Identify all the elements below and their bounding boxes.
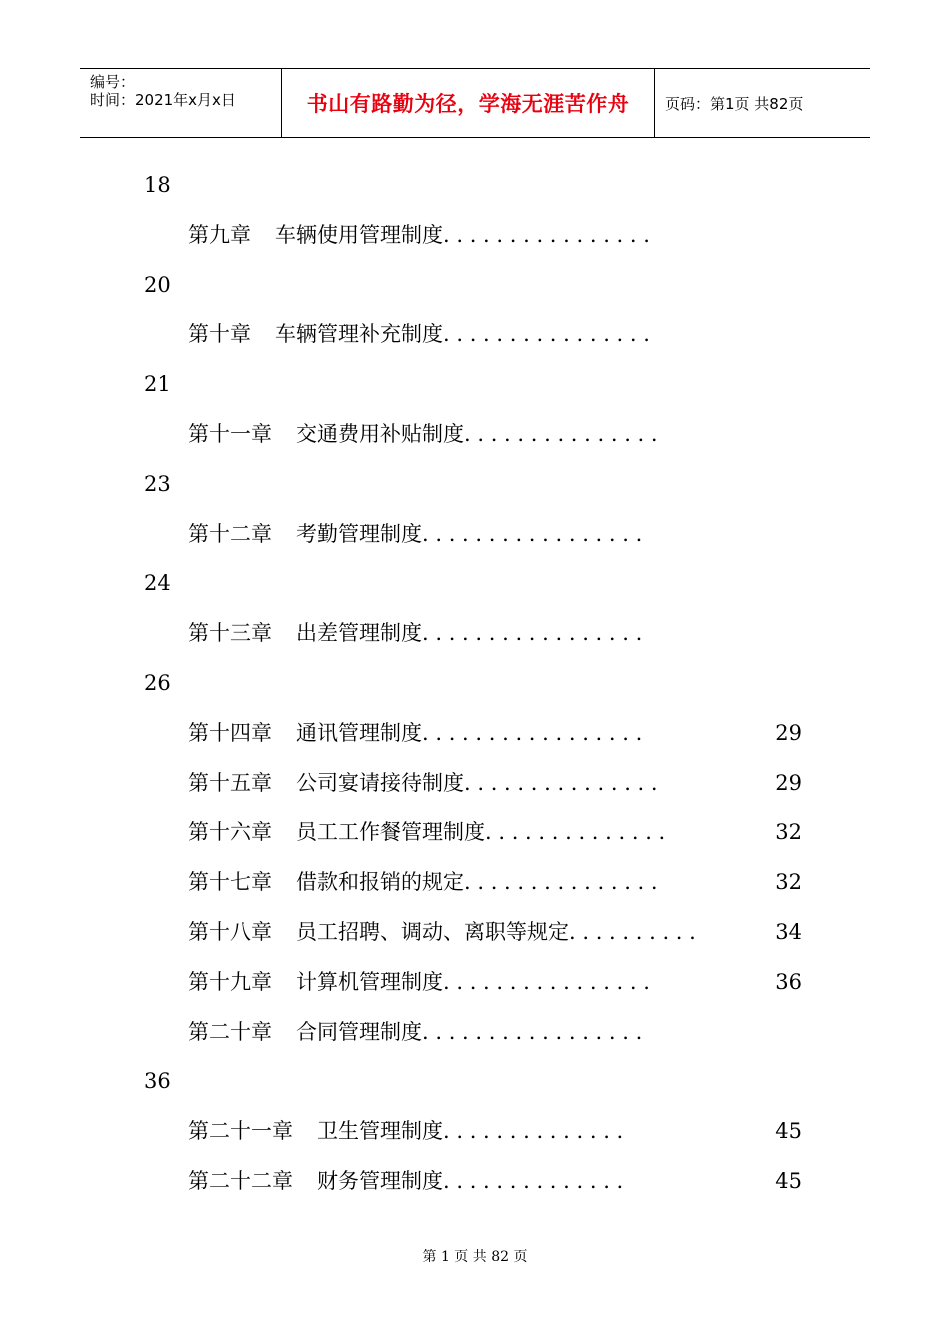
toc-chapter: 第十二章 <box>188 522 272 546</box>
toc-title: 计算机管理制度 <box>296 970 443 994</box>
toc-page-number: 24 <box>144 571 171 595</box>
toc-title: 公司宴请接待制度 <box>296 771 464 795</box>
toc-chapter: 第十三章 <box>188 621 272 645</box>
toc-leader-dots: . . . . . . . . . . . . . . . . . <box>422 522 643 546</box>
toc-page-number: 20 <box>144 273 171 297</box>
toc-title: 通讯管理制度 <box>296 721 422 745</box>
toc-leader-dots: . . . . . . . . . . . . . . . . . <box>422 1020 643 1044</box>
toc-entry-page: 36 <box>775 970 802 994</box>
toc-chapter: 第十六章 <box>188 820 272 844</box>
time-label: 时间：2021年x月x日 <box>90 91 236 109</box>
toc-entry-page: 45 <box>775 1169 802 1193</box>
toc-entry <box>188 521 642 547</box>
toc-title: 车辆管理补充制度 <box>275 322 443 346</box>
toc-page-number: 21 <box>144 372 171 396</box>
header-motto: 书山有路勤为径，学海无涯苦作舟 <box>306 91 630 116</box>
header-page-info: 页码：第1页 共82页 <box>665 94 804 113</box>
toc-page-number: 36 <box>144 1069 171 1093</box>
toc-leader-dots: . . . . . . . . . . . . . . . . <box>443 970 650 994</box>
toc-chapter: 第十一章 <box>188 422 272 446</box>
toc-title: 员工招聘、调动、离职等规定 <box>296 920 569 944</box>
toc-title: 合同管理制度 <box>296 1020 422 1044</box>
toc-entry <box>188 969 650 995</box>
toc-chapter: 第十七章 <box>188 870 272 894</box>
toc-leader-dots: . . . . . . . . . . . . . . <box>443 1119 624 1143</box>
toc-entry <box>188 720 642 746</box>
toc-title: 借款和报销的规定 <box>296 870 464 894</box>
toc-entry <box>188 869 658 895</box>
toc-leader-dots: . . . . . . . . . . . . . . <box>443 1169 624 1193</box>
toc-chapter: 第十四章 <box>188 721 272 745</box>
toc-leader-dots: . . . . . . . . . . . . . . . <box>464 870 658 894</box>
toc-title: 车辆使用管理制度 <box>275 223 443 247</box>
toc-page-number: 26 <box>144 671 171 695</box>
toc-entry <box>188 1118 623 1144</box>
page-header <box>80 68 870 138</box>
toc-leader-dots: . . . . . . . . . . . . . . . . <box>443 322 650 346</box>
toc-entry-page: 34 <box>775 920 802 944</box>
toc-title: 卫生管理制度 <box>317 1119 443 1143</box>
toc-chapter: 第九章 <box>188 223 251 247</box>
toc-entry-page: 45 <box>775 1119 802 1143</box>
toc-entry-page: 32 <box>775 870 802 894</box>
toc-page-number: 23 <box>144 472 171 496</box>
header-motto-cell <box>282 69 655 137</box>
toc-chapter: 第十章 <box>188 322 251 346</box>
toc-title: 财务管理制度 <box>317 1169 443 1193</box>
toc-entry <box>188 421 658 447</box>
toc-entry <box>188 321 650 347</box>
toc-entry-page: 29 <box>775 771 802 795</box>
toc-chapter: 第二十一章 <box>188 1119 293 1143</box>
header-meta <box>80 69 282 137</box>
toc-page-number: 18 <box>144 173 171 197</box>
toc-entry <box>188 1168 623 1194</box>
toc-title: 交通费用补贴制度 <box>296 422 464 446</box>
toc-chapter: 第十八章 <box>188 920 272 944</box>
toc-entry-page: 29 <box>775 721 802 745</box>
toc-chapter: 第二十二章 <box>188 1169 293 1193</box>
toc-chapter: 第二十章 <box>188 1020 272 1044</box>
page-footer: 第 1 页 共 82 页 <box>422 1249 528 1265</box>
toc-title: 出差管理制度 <box>296 621 422 645</box>
toc-title: 员工工作餐管理制度 <box>296 820 485 844</box>
toc-chapter: 第十九章 <box>188 970 272 994</box>
number-label: 编号： <box>90 73 136 91</box>
toc-leader-dots: . . . . . . . . . . . . . . . <box>464 422 658 446</box>
toc-leader-dots: . . . . . . . . . . . . . . . . . <box>422 721 643 745</box>
toc-leader-dots: . . . . . . . . . . <box>569 920 696 944</box>
toc-leader-dots: . . . . . . . . . . . . . . . . . <box>422 621 643 645</box>
toc-entry <box>188 770 658 796</box>
toc-leader-dots: . . . . . . . . . . . . . . . <box>464 771 658 795</box>
toc-entry <box>188 819 665 845</box>
toc-leader-dots: . . . . . . . . . . . . . . . . <box>443 223 650 247</box>
toc-title: 考勤管理制度 <box>296 522 422 546</box>
toc-entry <box>188 222 650 248</box>
toc-entry <box>188 919 696 945</box>
toc-entry <box>188 620 642 646</box>
toc-entry-page: 32 <box>775 820 802 844</box>
toc-leader-dots: . . . . . . . . . . . . . . <box>485 820 666 844</box>
toc-chapter: 第十五章 <box>188 771 272 795</box>
toc-entry <box>188 1019 642 1045</box>
